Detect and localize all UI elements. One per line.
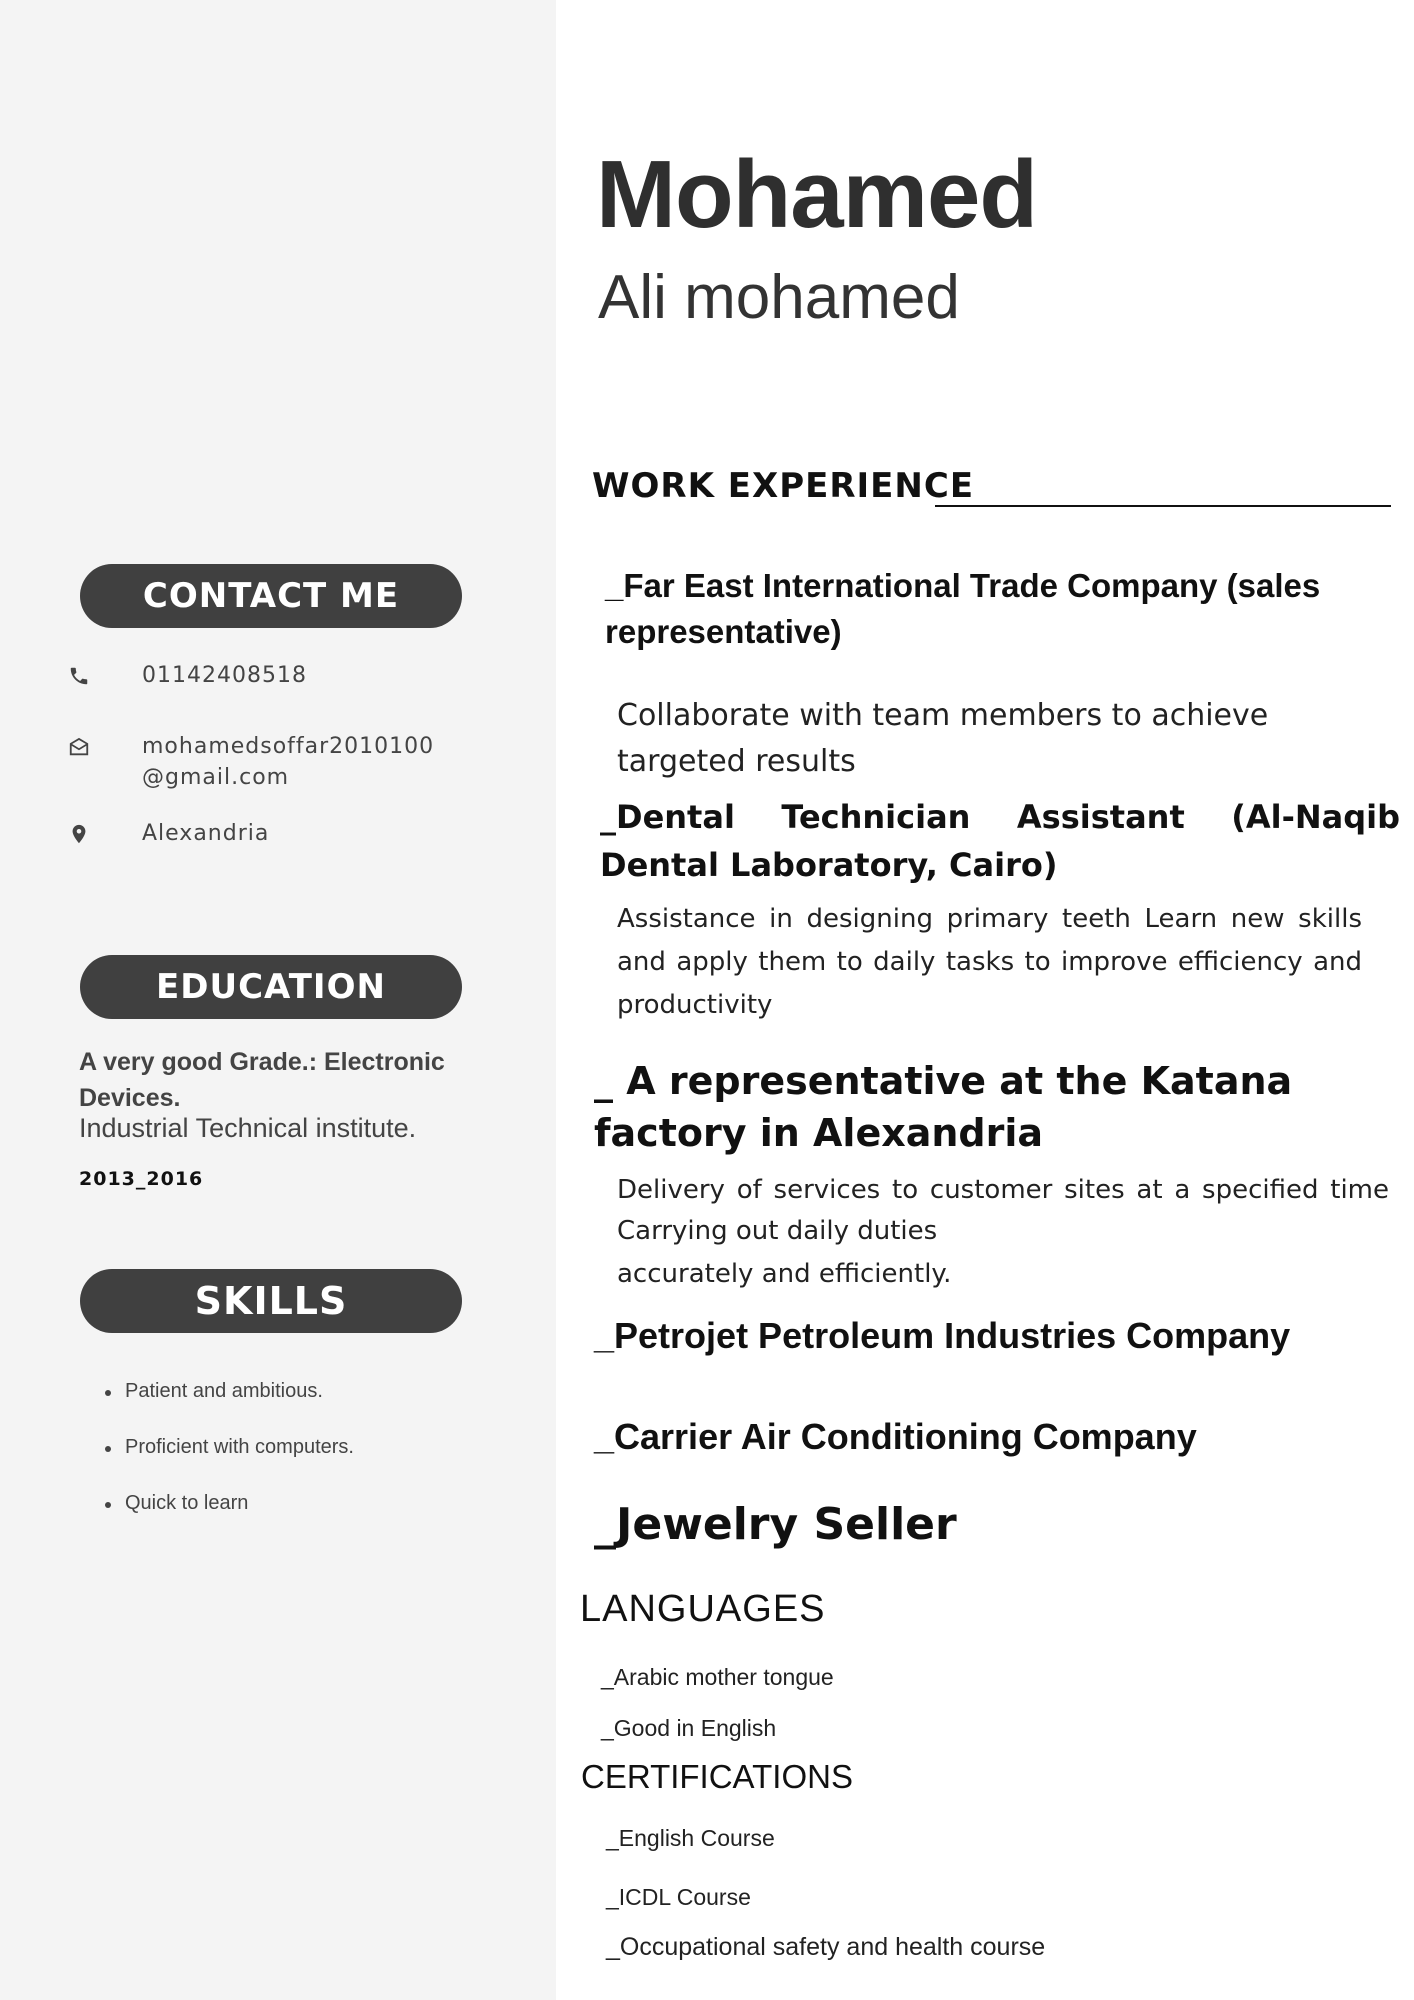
job-title: _ A representative at the Katana factory in Alexandria: [594, 1059, 1293, 1155]
skill-item: Proficient with computers.: [103, 1436, 354, 1492]
phone-number[interactable]: 01142408518: [142, 663, 307, 688]
first-name: Mohamed: [596, 141, 1038, 248]
job-description: Collaborate with team members to achieve targeted results: [617, 698, 1269, 779]
language-item: _Arabic mother tongue: [601, 1664, 834, 1690]
job-description-continued: accurately and efficiently.: [617, 1259, 952, 1289]
job-title: _Carrier Air Conditioning Company: [594, 1416, 1197, 1457]
job-title: _Far East International Trade Company (sales representative): [605, 567, 1321, 650]
envelope-icon: [62, 731, 96, 762]
languages-heading: LANGUAGES: [580, 1588, 826, 1630]
certifications-heading: CERTIFICATIONS: [581, 1758, 853, 1795]
location-pin-icon: [62, 818, 96, 849]
email-address[interactable]: [142, 731, 434, 793]
certification-item: _English Course: [606, 1825, 775, 1851]
education-years: 2013_2016: [79, 1168, 204, 1190]
job-description: Assistance in designing primary teeth Learn new skills and apply them to daily tasks to improve efficiency and productivity: [617, 904, 1362, 1020]
location-text: Alexandria: [142, 821, 270, 846]
job-title: _Petrojet Petroleum Industries Company: [594, 1315, 1291, 1356]
skills-list: [103, 1380, 354, 1548]
skills-heading: SKILLS: [80, 1269, 462, 1333]
skill-item: Patient and ambitious.: [103, 1380, 354, 1436]
contact-heading: CONTACT ME: [80, 564, 462, 628]
education-heading: EDUCATION: [80, 955, 462, 1019]
certification-item: _Occupational safety and health course: [606, 1933, 1046, 1961]
skill-item: Quick to learn: [103, 1492, 354, 1548]
language-item: _Good in English: [601, 1715, 777, 1741]
work-experience-heading: WORK EXPERIENCE: [592, 466, 975, 506]
phone-icon: [62, 660, 96, 691]
email-line-2: @gmail.com: [142, 765, 290, 790]
last-name: Ali mohamed: [598, 263, 960, 332]
job-title: _Dental Technician Assistant (Al-Naqib Dental Laboratory, Cairo): [600, 798, 1400, 884]
education-grade: A very good Grade.: Electronic Devices.: [79, 1048, 445, 1112]
certification-item: _ICDL Course: [606, 1884, 751, 1910]
job-description: Delivery of services to customer sites at a specified time Carrying out daily duties: [617, 1175, 1389, 1246]
email-line-1: mohamedsoffar2010100: [142, 734, 435, 759]
contact-email-row: [62, 731, 434, 793]
section-divider: [935, 505, 1391, 507]
contact-phone-row: [62, 660, 307, 691]
job-title: _Jewelry Seller: [594, 1499, 957, 1550]
education-institute: Industrial Technical institute.: [79, 1113, 417, 1143]
contact-location-row: [62, 818, 269, 849]
